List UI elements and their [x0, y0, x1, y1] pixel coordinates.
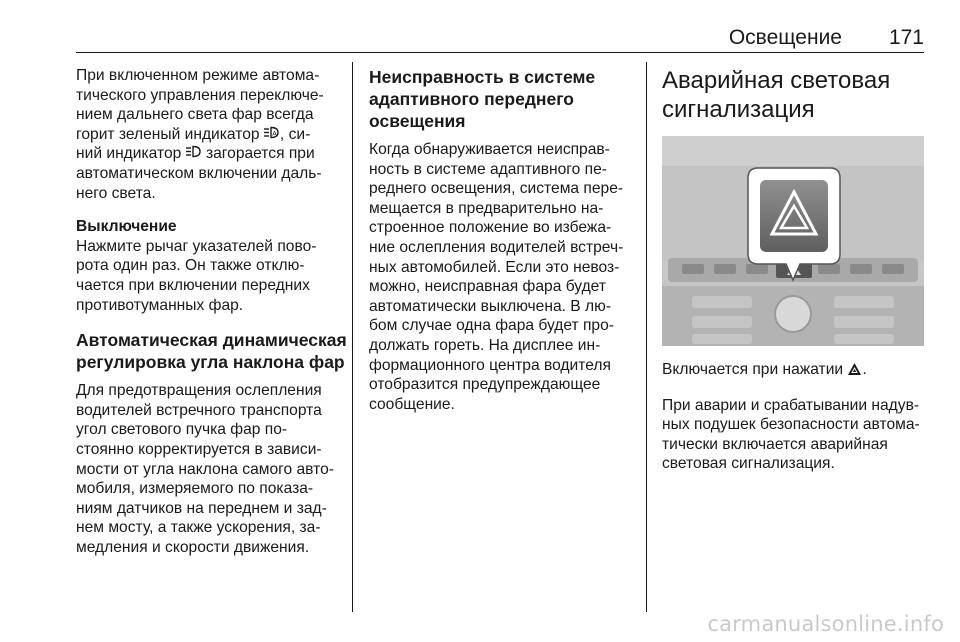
hazard-auto-paragraph: При аварии и срабатывании надув- ных подушек безопасности автома- тически включается аварийная световая сигнализация.: [662, 396, 920, 473]
column-2: [369, 66, 641, 428]
page-header: [76, 26, 924, 53]
column-1: [76, 66, 348, 571]
auto-leveling-paragraph: Для предотвращения ослепления водителей встречного транспорта угол светового пучка фар по- стоянно корректируется в зависи- мости от угла наклона самого авто- мобиля, измеряемого по показа- ниям датчиков на переднем и зад- нем мосту, а также ускорения, за- медления и скорости движения.: [76, 382, 334, 556]
page-number: 171: [888, 26, 924, 49]
hazard-activation-paragraph: Включается при нажатии .: [662, 360, 932, 382]
auto-high-beam-paragraph: При включенном режиме автома- тического управления переключе- нием дальнего света фар всегда горит зеленый индикатор A , си- ний индикатор загорается при автоматическом включении даль- него света.: [76, 67, 324, 202]
watermark: carmanualsonline.info: [707, 612, 944, 636]
hazard-section-title: Аварийная световая сигнализация: [662, 67, 891, 123]
column-3: [662, 66, 932, 488]
afl-fault-heading: Неисправность в системе адаптивного переднего освещения: [369, 67, 596, 131]
svg-text:A: A: [272, 129, 276, 138]
auto-leveling-heading: Автоматическая динамическая регулировка угла наклона фар: [76, 330, 347, 373]
column-divider: [646, 62, 647, 612]
column-divider: [352, 62, 353, 612]
hazard-warning-icon: [847, 362, 862, 382]
auto-high-beam-icon: [264, 125, 280, 145]
switch-off-paragraph: Выключение Нажмите рычаг указателей пово- рота один раз. Он также отклю- чается при включении передних противотуманных фар.: [76, 218, 317, 314]
section-title: Освещение: [728, 26, 842, 49]
high-beam-icon: [186, 144, 202, 164]
afl-fault-paragraph: Когда обнаруживается неисправ- ность в системе адаптивного пе- реднего освещения, система пере- мещается в предварительно на- строенное положение во избежа- ние ослепления водителей встреч- ных автомобилей. Если это невоз- можно, неисправная фара будет автоматически выключена. В лю- бом случае одна фара будет про- должать гореть. На дисплее ин- формационного центра водителя отобразится предупреждающее сообщение.: [369, 141, 624, 413]
hazard-button-photo: [662, 136, 924, 346]
switch-off-heading: Выключение: [76, 218, 177, 236]
